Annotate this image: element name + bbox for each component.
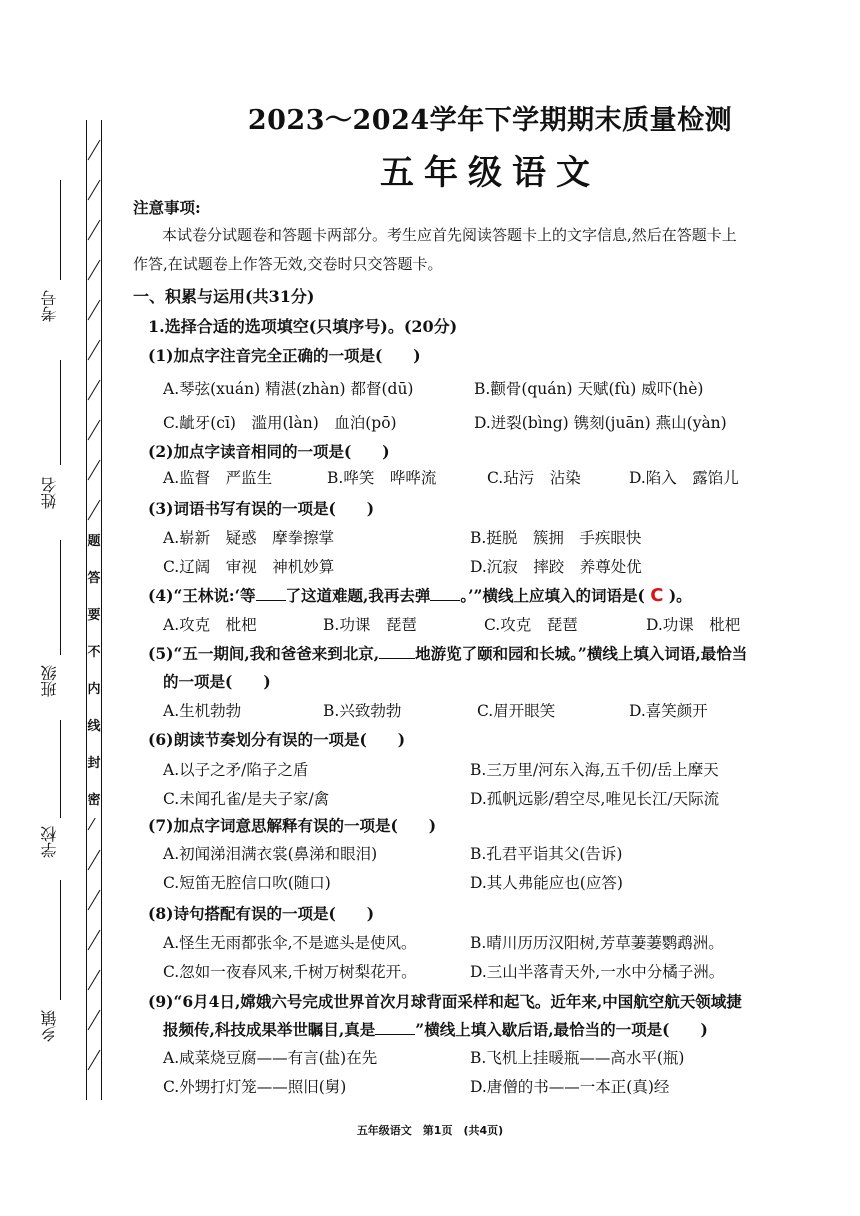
class-field[interactable] (60, 540, 61, 655)
q1-4-stem (148, 584, 692, 606)
q1-8-option-b: B.晴川历历汉阳树,芳草萋萋鹦鹉洲。 (470, 934, 724, 952)
q1-2-option-d: D.陷入 露馅儿 (629, 469, 739, 487)
q1-9-stem-post: ”横线上填入歇后语,最恰当的一项是( ) (415, 1020, 708, 1039)
q1-7-option-d: D.其人弗能应也(应答) (470, 874, 623, 892)
seal-char-2: 答 (87, 571, 101, 586)
q1-9-option-d: D.唐僧的书——一本正(真)经 (470, 1078, 670, 1096)
binding-line-inner (101, 120, 102, 1100)
q1-6-option-b: B.三万里/河东入海,五千仞/岳上摩天 (470, 761, 719, 779)
q1-3-option-b: B.挺脱 簇拥 手疾眼快 (470, 529, 642, 547)
name-field[interactable] (60, 360, 61, 465)
seal-char-4: 不 (87, 645, 101, 660)
q1-1-option-c: C.龇牙(cī) 滥用(làn) 血泊(pō) (163, 414, 397, 432)
subject-title: 五年级语文 (380, 153, 600, 193)
q1-3-option-d: D.沉寂 摔跤 养尊处优 (470, 558, 642, 576)
q1-9-blank[interactable] (375, 1020, 415, 1035)
q1-4-stem-mid: 了这道难题,我再去弹 (285, 586, 431, 605)
seal-char-7: 封 (87, 756, 101, 771)
page-footer: 五年级语文 第1页 (共4页) (356, 1124, 504, 1137)
q1-4-option-a: A.攻克 枇杷 (163, 616, 257, 634)
section-1-heading: 一、积累与运用(共31分) (133, 287, 315, 306)
q1-5-option-b: B.兴致勃勃 (323, 702, 402, 720)
q1-8-option-a: A.怪生无雨都张伞,不是遮头是使风。 (163, 934, 417, 952)
q1-3-stem: (3)词语书写有误的一项是( ) (148, 499, 375, 518)
notice-line-1: 本试卷分试题卷和答题卡两部分。考生应首先阅读答题卡上的文字信息,然后在答题卡上 (162, 226, 737, 244)
q1-9-option-c: C.外甥打灯笼——照旧(舅) (163, 1078, 347, 1096)
q1-1-option-d: D.迸裂(bìng) 镌刻(juān) 燕山(yàn) (474, 414, 727, 432)
q1-4-option-d: D.功课 枇杷 (646, 616, 741, 634)
q1-8-stem: (8)诗句搭配有误的一项是( ) (148, 904, 375, 923)
q1-9-option-b: B.飞机上挂暖瓶——高水平(瓶) (470, 1049, 685, 1067)
q1-5-option-a: A.生机勃勃 (163, 702, 242, 720)
q1-2-option-b: B.哗笑 哗哗流 (327, 469, 437, 487)
q1-9-stem-line-2 (163, 1018, 708, 1040)
q1-9-stem-pre: 报频传,科技成果举世瞩目,真是 (163, 1020, 376, 1039)
q1-6-stem: (6)朗读节奏划分有误的一项是( ) (148, 730, 406, 749)
exam-number-field[interactable] (60, 180, 61, 280)
q1-5-option-d: D.喜笑颜开 (629, 702, 708, 720)
q1-6-option-c: C.未闻孔雀/是夫子家/禽 (163, 790, 330, 808)
q1-5-option-c: C.眉开眼笑 (477, 702, 556, 720)
town-label: 乡镇 (40, 1010, 59, 1042)
q1-4-option-b: B.功课 琵琶 (323, 616, 417, 634)
q1-4-blank-2[interactable] (430, 586, 460, 601)
q1-4-stem-end: )。 (668, 586, 692, 605)
q1-7-option-a: A.初闻涕泪满衣裳(鼻涕和眼泪) (163, 845, 378, 863)
seal-char-1: 题 (87, 534, 101, 549)
q1-1-option-b: B.颧骨(quán) 天赋(fù) 威吓(hè) (474, 380, 704, 398)
q1-7-option-b: B.孔君平诣其父(告诉) (470, 845, 623, 863)
class-label: 班级 (40, 665, 59, 697)
q1-7-option-c: C.短笛无腔信口吹(随口) (163, 874, 331, 892)
q1-4-stem-pre: (4)“王林说:‘等 (148, 586, 256, 605)
q1-4-stem-post: 。’”横线上应填入的词语是( (460, 586, 645, 605)
town-field[interactable] (60, 880, 61, 1000)
q1-5-stem-pre: (5)“五一期间,我和爸爸来到北京, (148, 644, 380, 663)
notice-line-2: 作答,在试题卷上作答无效,交卷时只交答题卡。 (133, 255, 443, 273)
q1-2-option-a: A.监督 严监生 (163, 469, 273, 487)
name-label: 姓名 (40, 477, 59, 509)
q1-5-blank[interactable] (379, 644, 415, 659)
exam-number-label: 考号 (40, 290, 59, 322)
q1-3-option-a: A.崭新 疑惑 摩拳擦掌 (163, 529, 335, 547)
q1-1-option-a: A.琴弦(xuán) 精湛(zhàn) 都督(dū) (163, 380, 414, 398)
q1-5-stem-post: 地游览了颐和园和长城。”横线上填入词语,最恰当 (415, 644, 748, 663)
question-1-stem: 1.选择合适的选项填空(只填序号)。(20分) (148, 317, 458, 336)
q1-5-stem-line-2: 的一项是( ) (163, 672, 271, 691)
q1-4-blank-1[interactable] (256, 586, 286, 601)
q1-8-option-c: C.忽如一夜春风来,千树万树梨花开。 (163, 963, 417, 981)
seal-char-6: 线 (87, 719, 101, 734)
q1-6-option-d: D.孤帆远影/碧空尽,唯见长江/天际流 (470, 790, 720, 808)
q1-7-stem: (7)加点字词意思解释有误的一项是( ) (148, 816, 437, 835)
q1-1-stem: (1)加点字注音完全正确的一项是( ) (148, 346, 421, 365)
q1-4-handwritten-answer: C (650, 585, 664, 606)
q1-8-option-d: D.三山半落青天外,一水中分橘子洲。 (470, 963, 725, 981)
q1-3-option-c: C.辽阔 审视 神机妙算 (163, 558, 335, 576)
exam-title: 2023～2024学年下学期期末质量检测 (247, 105, 733, 136)
q1-6-option-a: A.以子之矛/陷子之盾 (163, 761, 309, 779)
seal-char-5: 内 (87, 682, 101, 697)
seal-char-8: 密 (87, 793, 101, 808)
q1-9-option-a: A.咸菜烧豆腐——有言(盐)在先 (163, 1049, 378, 1067)
school-field[interactable] (60, 720, 61, 818)
q1-2-stem: (2)加点字读音相同的一项是( ) (148, 442, 390, 461)
notice-heading: 注意事项: (133, 198, 201, 217)
q1-2-option-c: C.玷污 沾染 (487, 469, 581, 487)
q1-9-stem-line-1: (9)“6月4日,嫦娥六号完成世界首次月球背面采样和起飞。近年来,中国航空航天领域捷 (148, 992, 742, 1011)
seal-char-3: 要 (87, 608, 101, 623)
q1-5-stem (148, 642, 747, 664)
q1-4-option-c: C.攻克 琵琶 (484, 616, 578, 634)
school-label: 学校 (40, 826, 59, 858)
